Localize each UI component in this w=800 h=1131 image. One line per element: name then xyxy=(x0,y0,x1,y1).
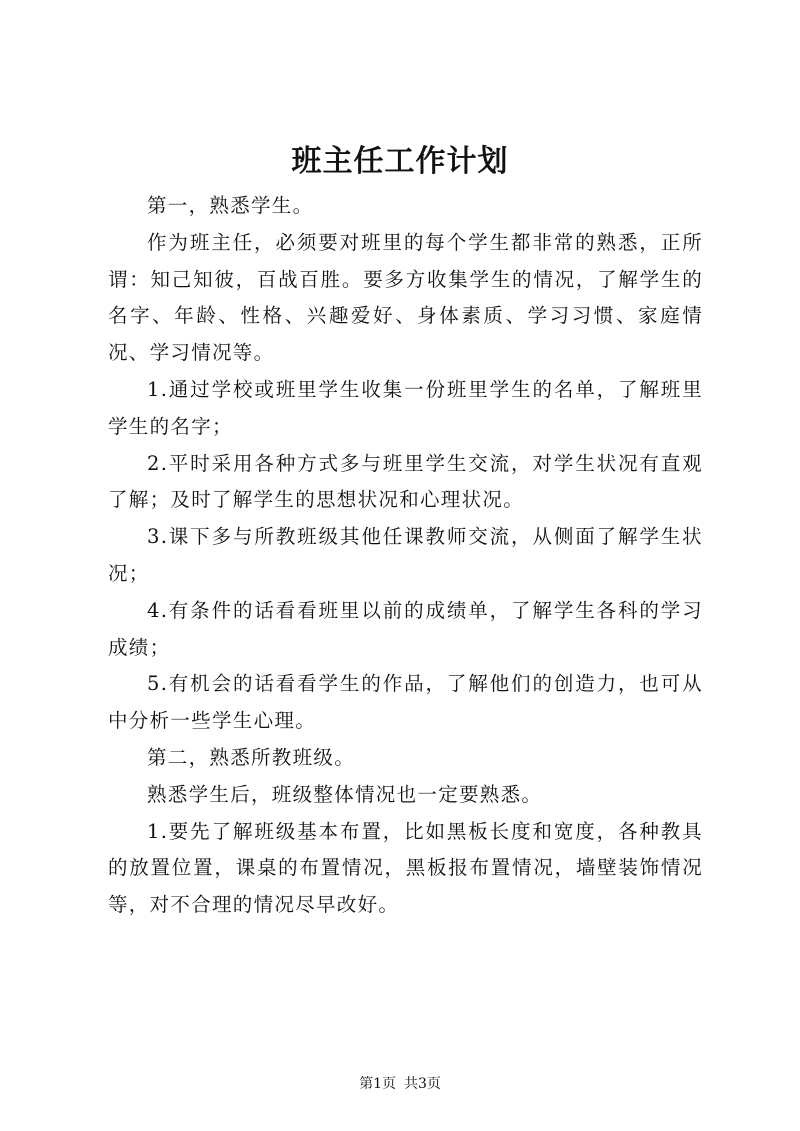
paragraph: 5.有机会的话看看学生的作品，了解他们的创造力，也可从中分析一些学生心理。 xyxy=(108,672,703,733)
paragraph: 第二，熟悉所教班级。 xyxy=(147,745,356,769)
page-number: 第1页 xyxy=(359,1076,396,1092)
total-pages: 共3页 xyxy=(404,1076,441,1092)
paragraph: 作为班主任，必须要对班里的每个学生都非常的熟悉，正所谓：知己知彼，百战百胜。要多方收集学生的情况，了解学生的名字、年龄、性格、兴趣爱好、身体素质、学习习惯、家庭情况、学习情况等。 xyxy=(108,230,703,365)
paragraph: 4.有条件的话看看班里以前的成绩单，了解学生各科的学习成绩； xyxy=(108,598,703,659)
document-body xyxy=(108,188,703,924)
paragraph: 1.要先了解班级基本布置，比如黑板长度和宽度，各种教具的放置位置，课桌的布置情况，黑板报布置情况，墙壁装饰情况等，对不合理的情况尽早改好。 xyxy=(108,819,703,917)
paragraph: 熟悉学生后，班级整体情况也一定要熟悉。 xyxy=(147,782,543,806)
paragraph: 1.通过学校或班里学生收集一份班里学生的名单，了解班里学生的名字； xyxy=(108,377,703,438)
document-title: 班主任工作计划 xyxy=(291,144,509,179)
page-footer xyxy=(0,1074,800,1094)
paragraph: 第一，熟悉学生。 xyxy=(147,194,314,217)
paragraph: 2.平时采用各种方式多与班里学生交流，对学生状况有直观了解；及时了解学生的思想状况和心理状况。 xyxy=(108,451,703,512)
paragraph: 3.课下多与所教班级其他任课教师交流，从侧面了解学生状况； xyxy=(108,525,703,585)
